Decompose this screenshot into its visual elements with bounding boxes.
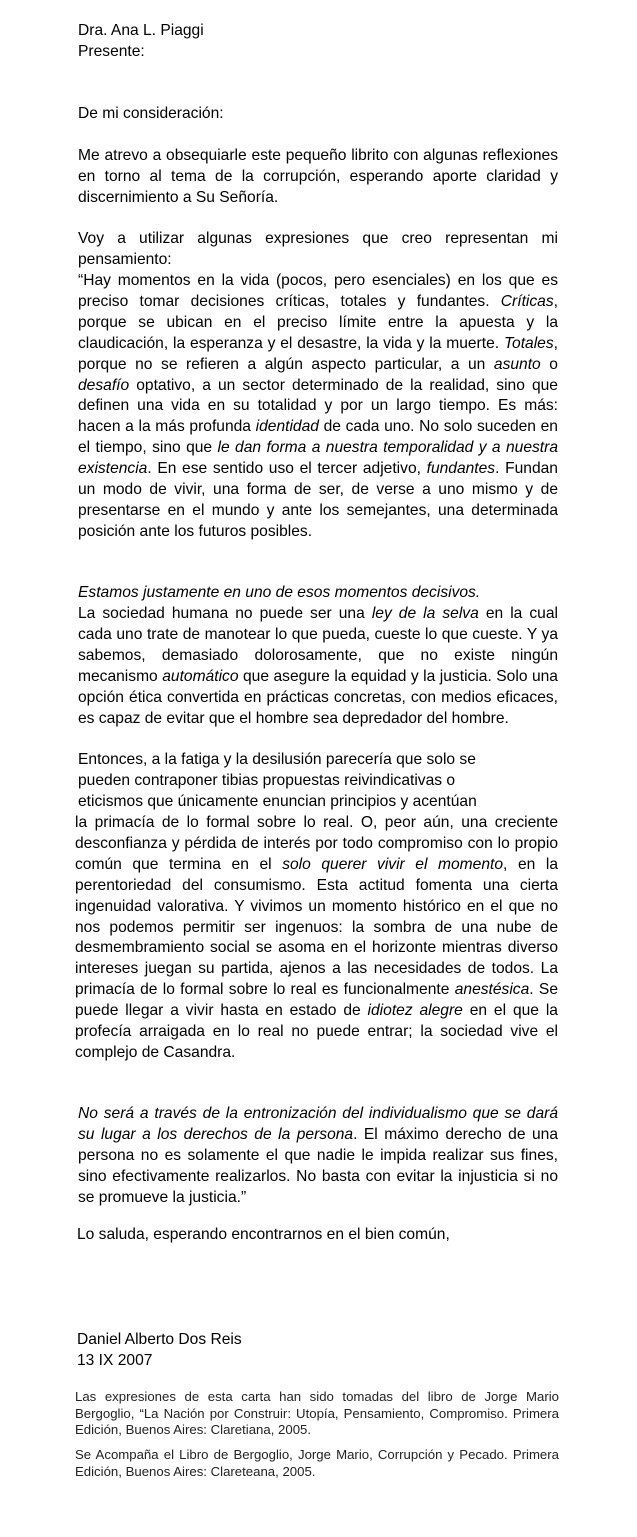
footnote-enclosure: Se Acompaña el Libro de Bergoglio, Jorge Mario, Corrupción y Pecado. Primera Edición, Buenos Aires: Clareteana, 2005. — [75, 1447, 559, 1479]
emphasis-asunto: asunto — [493, 355, 541, 373]
emphasis-fundantes: fundantes — [426, 460, 496, 478]
lead-in-paragraph: Voy a utilizar algunas expresiones que creo representan mi pensamiento: — [78, 230, 558, 268]
recipient-block — [78, 21, 558, 63]
emphasis-anestesica: anestésica — [454, 981, 530, 999]
signature-date: 13 IX 2007 — [77, 1351, 153, 1369]
emphasis-automatico: automático — [162, 667, 239, 685]
greeting: De mi consideración: — [78, 105, 224, 122]
quote-paragraph-4: No será a través de la entronización del individualismo que se dará su lugar a los derechos de la persona. El máximo derecho de una persona no es solamente el que nadie le impida realizar sus fines, sino efectivamente realizarlos. No basta con evitar la injusticia si no se promueve la justicia.” — [78, 1105, 558, 1206]
emphasis-desafio: desafío — [78, 376, 130, 394]
fatigue-line: eticismos que únicamente enuncian principios y acentúan — [78, 792, 477, 810]
fatigue-line: Entonces, a la fatiga y la desilusión parecería que solo se — [78, 751, 476, 768]
decisive-moment-line: Estamos justamente en uno de esos momentos decisivos. — [78, 584, 481, 601]
recipient-name: Dra. Ana L. Piaggi — [78, 22, 204, 39]
fatigue-lines — [78, 750, 558, 813]
quote-paragraph-1: “Hay momentos en la vida (pocos, pero esenciales) en los que es preciso tomar decisiones críticas, totales y fundantes. Críticas, porque se ubican en el preciso límite entre la apuesta y la claudicación, la esperanza y el desastre, la vida y la muerte. Totales, porque no se refieren a algún aspecto particular, a un asunto o desafío optativo, a un sector determinado de la realidad, sino que definen una vida en su totalidad y por un largo tiempo. Es más: hacen a la más profunda identidad de cada uno. No solo suceden en el tiempo, sino que le dan forma a nuestra temporalidad y a nuestra existencia. En ese sentido uso el tercer adjetivo, fundantes. Fundan un modo de vivir, una forma de ser, de verse a uno mismo y de presentarse en el mundo y ante los semejantes, una determinada posición ante los futuros posibles. — [78, 272, 558, 540]
emphasis-idiotez: idiotez alegre — [367, 1002, 463, 1020]
emphasis-totales: Totales — [503, 334, 554, 352]
closing-line: Lo saluda, esperando encontrarnos en el bien común, — [77, 1226, 450, 1243]
quote-paragraph-3: la primacía de lo formal sobre lo real. O, peor aún, una creciente desconfianza y pérdida de interés por todo compromiso con lo propio común que termina en el solo querer vivir el momento, en la perentoriedad del consumismo. Esta actitud fomenta una cierta ingenuidad valorativa. Y vivimos un momento histórico en el que no nos podemos permitir ser ingenuos: la sombra de una nube de desmembramiento social se asoma en el horizonte mientras diverso intereses juegan su partida, ajenos a las necesidades de todos. La primacía de lo formal sobre lo real es funcionalmente anestésica. Se puede llegar a vivir hasta en estado de idiotez alegre en el que la profecía arraigada en lo real no puede entrar; la sociedad vive el complejo de Casandra. — [75, 814, 558, 1061]
footnote-source: Las expresiones de esta carta han sido tomadas del libro de Jorge Mario Bergoglio, “La Nación por Construir: Utopía, Pensamiento, Compromiso. Primera Edición, Buenos Aires: Claretiana, 2005. — [75, 1389, 559, 1438]
emphasis-identidad: identidad — [255, 418, 319, 436]
emphasis-ley-selva: ley de la selva — [371, 605, 479, 622]
emphasis-criticas: Críticas — [500, 292, 554, 310]
signature-name: Daniel Alberto Dos Reis — [77, 1331, 242, 1348]
fatigue-line: pueden contraponer tibias propuestas reivindicativas o — [78, 771, 456, 789]
presente-label: Presente: — [78, 42, 145, 60]
emphasis-individualismo: No será a través de la entronización del individualismo que se dará su lugar a los derechos de la persona — [78, 1105, 558, 1143]
intro-paragraph: Me atrevo a obsequiarle este pequeño librito con algunas reflexiones en torno al tema de la corrupción, esperando aporte claridad y discernimiento a Su Señoría. — [78, 147, 558, 206]
emphasis-temporalidad: le dan forma a nuestra temporalidad y a nuestra existencia — [78, 439, 558, 478]
quote-paragraph-2: La sociedad humana no puede ser una ley de la selva en la cual cada uno trate de manotear lo que pueda, cueste lo que cueste. Y ya sabemos, demasiado dolorosamente, que no existe ningún mecanismo automático que asegure la equidad y la justicia. Solo una opción ética convertida en prácticas concretas, con medios eficaces, es capaz de evitar que el hombre sea depredador del hombre. — [78, 605, 558, 727]
emphasis-querer-vivir: solo querer vivir el momento — [282, 855, 504, 873]
signature-block — [77, 1330, 557, 1372]
